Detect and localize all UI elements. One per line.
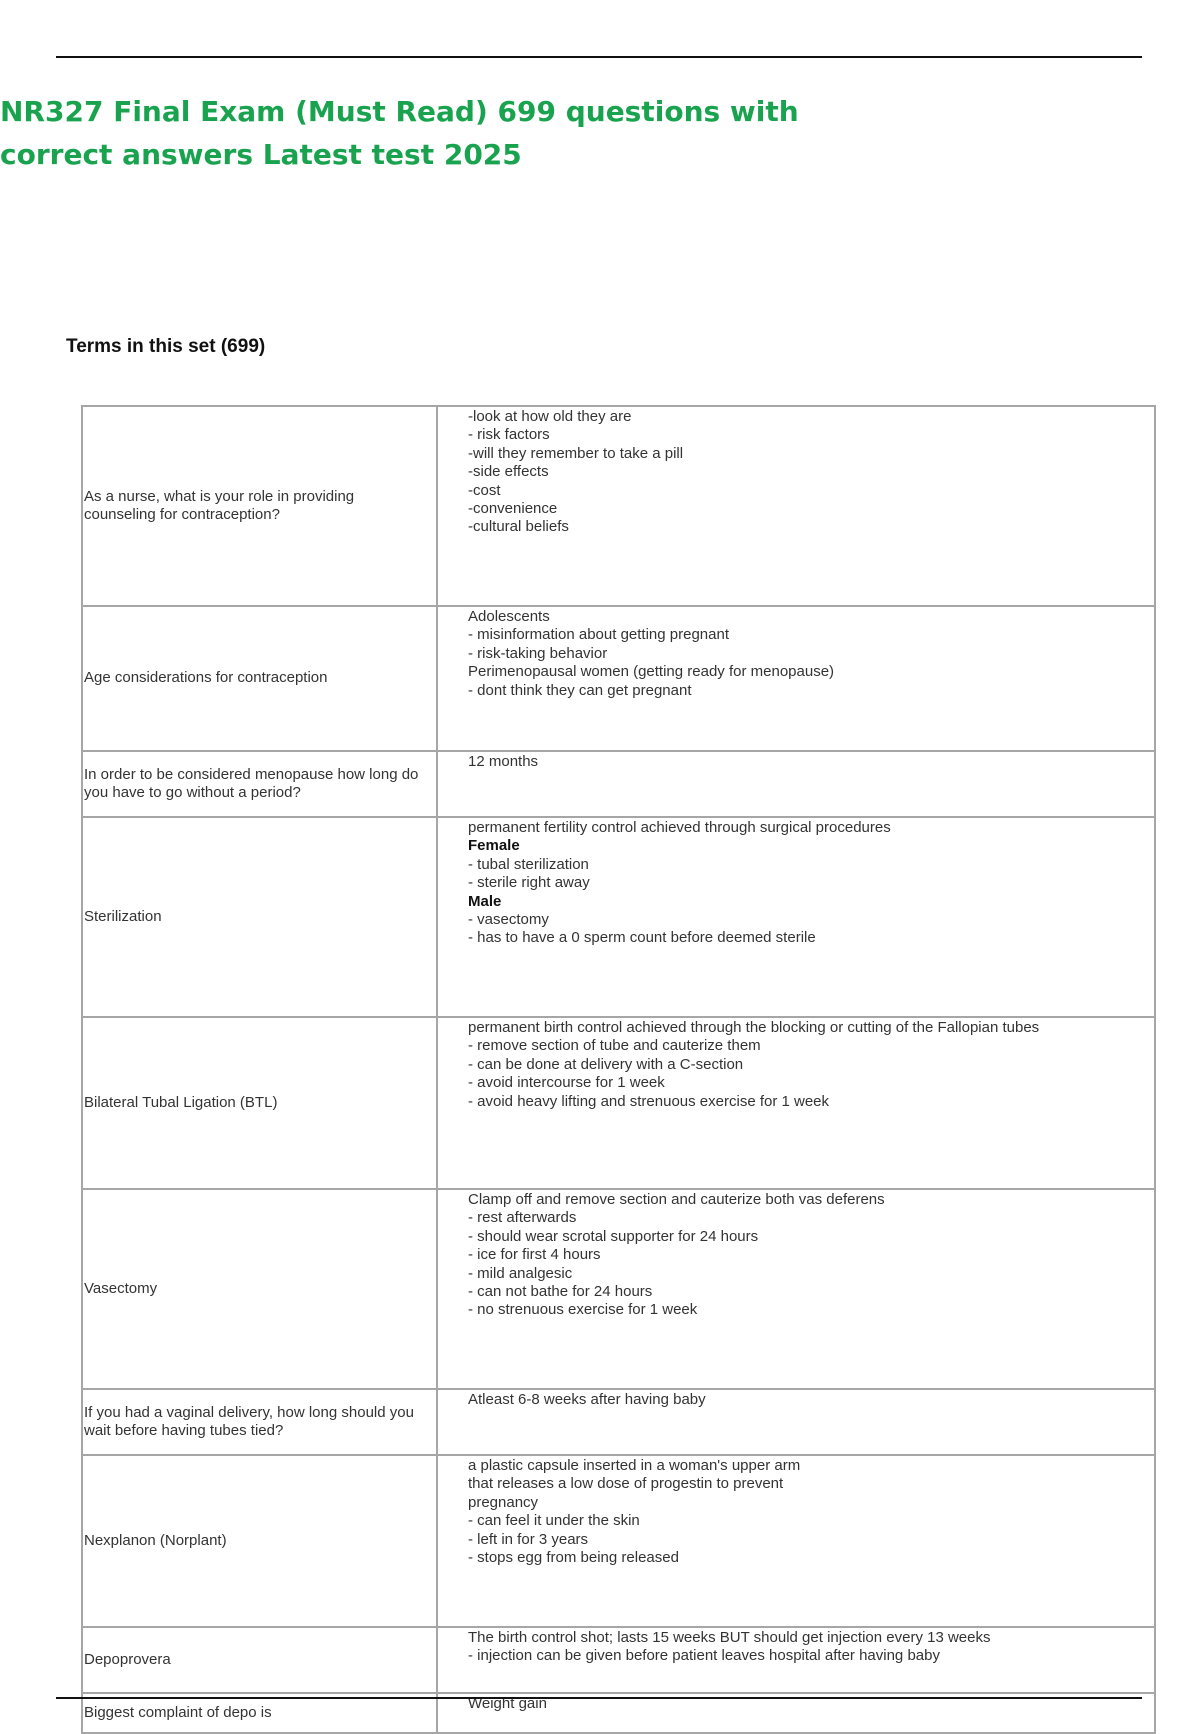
definition-line: - avoid heavy lifting and strenuous exercise for 1 week: [468, 1092, 830, 1110]
term-cell: If you had a vaginal delivery, how long should you wait before having tubes tied?: [82, 1389, 437, 1455]
definition-line: -will they remember to take a pill: [468, 444, 684, 462]
definition-line: - avoid intercourse for 1 week: [468, 1074, 665, 1092]
definition-line: - ice for first 4 hours: [468, 1246, 601, 1264]
definition-cell: [437, 1389, 1155, 1455]
term-cell: In order to be considered menopause how long do you have to go without a period?: [82, 751, 437, 817]
term-cell: As a nurse, what is your role in providing counseling for contraception?: [82, 406, 437, 606]
definition-line: that releases a low dose of progestin to prevent: [468, 1475, 784, 1493]
definition-line: -convenience: [468, 500, 558, 518]
term-row: [82, 406, 1155, 606]
definition-line: -cost: [468, 481, 501, 499]
definition-line: - mild analgesic: [468, 1264, 573, 1282]
term-row: [82, 817, 1155, 1017]
definition-line: - misinformation about getting pregnant: [468, 626, 729, 644]
definition-line: - can be done at delivery with a C-section: [468, 1055, 744, 1073]
terms-table-body: [82, 406, 1155, 1733]
definition-line: Clamp off and remove section and cauterize both vas deferens: [468, 1191, 885, 1208]
term-row: [82, 1627, 1155, 1693]
definition-line: - should wear scrotal supporter for 24 hours: [468, 1227, 759, 1245]
definition-line: Atleast 6-8 weeks after having baby: [468, 1391, 706, 1408]
definition-line: - rest afterwards: [468, 1209, 577, 1227]
bottom-divider: [56, 1697, 1142, 1699]
definition-line: - has to have a 0 sperm count before deemed sterile: [468, 929, 816, 947]
definition-cell: [437, 1693, 1155, 1733]
definition-line: - left in for 3 years: [468, 1530, 589, 1548]
definition-line: - can feel it under the skin: [468, 1512, 640, 1530]
definition-line: -look at how old they are: [468, 408, 632, 425]
definition-cell: [437, 1627, 1155, 1693]
term-row: [82, 1693, 1155, 1733]
definition-line: - no strenuous exercise for 1 week: [468, 1301, 698, 1319]
terms-set-heading: Terms in this set (699): [66, 336, 266, 357]
term-row: [82, 1455, 1155, 1627]
term-cell: Sterilization: [82, 817, 437, 1017]
definition-cell: [437, 406, 1155, 606]
definition-line: Male: [468, 892, 502, 910]
definition-line: Perimenopausal women (getting ready for menopause): [468, 663, 835, 681]
definition-line: permanent birth control achieved through the blocking or cutting of the Fallopian tubes: [468, 1019, 1040, 1036]
term-cell: Biggest complaint of depo is: [82, 1693, 437, 1733]
term-cell: Nexplanon (Norplant): [82, 1455, 437, 1627]
definition-line: - stops egg from being released: [468, 1549, 679, 1567]
definition-line: The birth control shot; lasts 15 weeks BUT should get injection every 13 weeks: [468, 1629, 991, 1646]
definition-cell: [437, 1189, 1155, 1389]
term-row: [82, 1389, 1155, 1455]
definition-line: Weight gain: [468, 1695, 547, 1712]
term-cell: Age considerations for contraception: [82, 606, 437, 751]
definition-line: - risk-taking behavior: [468, 644, 608, 662]
definition-line: Adolescents: [468, 608, 550, 625]
definition-line: - remove section of tube and cauterize them: [468, 1037, 761, 1055]
definition-line: permanent fertility control achieved through surgical procedures: [468, 819, 891, 836]
definition-line: - vasectomy: [468, 911, 549, 929]
term-row: [82, 751, 1155, 817]
definition-line: - risk factors: [468, 426, 550, 444]
definition-line: -cultural beliefs: [468, 518, 569, 536]
term-cell: Bilateral Tubal Ligation (BTL): [82, 1017, 437, 1189]
definition-line: -side effects: [468, 463, 549, 481]
term-row: [82, 1189, 1155, 1389]
definition-line: pregnancy: [468, 1493, 539, 1511]
definition-line: - can not bathe for 24 hours: [468, 1283, 653, 1301]
document-title: NR327 Final Exam (Must Read) 699 questions with correct answers Latest test 2025: [0, 95, 799, 171]
top-divider: [56, 56, 1142, 58]
definition-line: Female: [468, 837, 520, 855]
term-row: [82, 1017, 1155, 1189]
term-row: [82, 606, 1155, 751]
definition-line: 12 months: [468, 753, 539, 770]
definition-line: a plastic capsule inserted in a woman's upper arm: [468, 1457, 801, 1474]
definition-cell: [437, 751, 1155, 817]
definition-cell: [437, 817, 1155, 1017]
definition-line: - tubal sterilization: [468, 855, 589, 873]
terms-table: [81, 405, 1156, 1734]
definition-line: - dont think they can get pregnant: [468, 681, 692, 699]
definition-line: - sterile right away: [468, 874, 590, 892]
definition-cell: [437, 1017, 1155, 1189]
definition-line: - injection can be given before patient leaves hospital after having baby: [468, 1647, 940, 1665]
term-cell: Vasectomy: [82, 1189, 437, 1389]
definition-cell: [437, 1455, 1155, 1627]
term-cell: Depoprovera: [82, 1627, 437, 1693]
definition-cell: [437, 606, 1155, 751]
